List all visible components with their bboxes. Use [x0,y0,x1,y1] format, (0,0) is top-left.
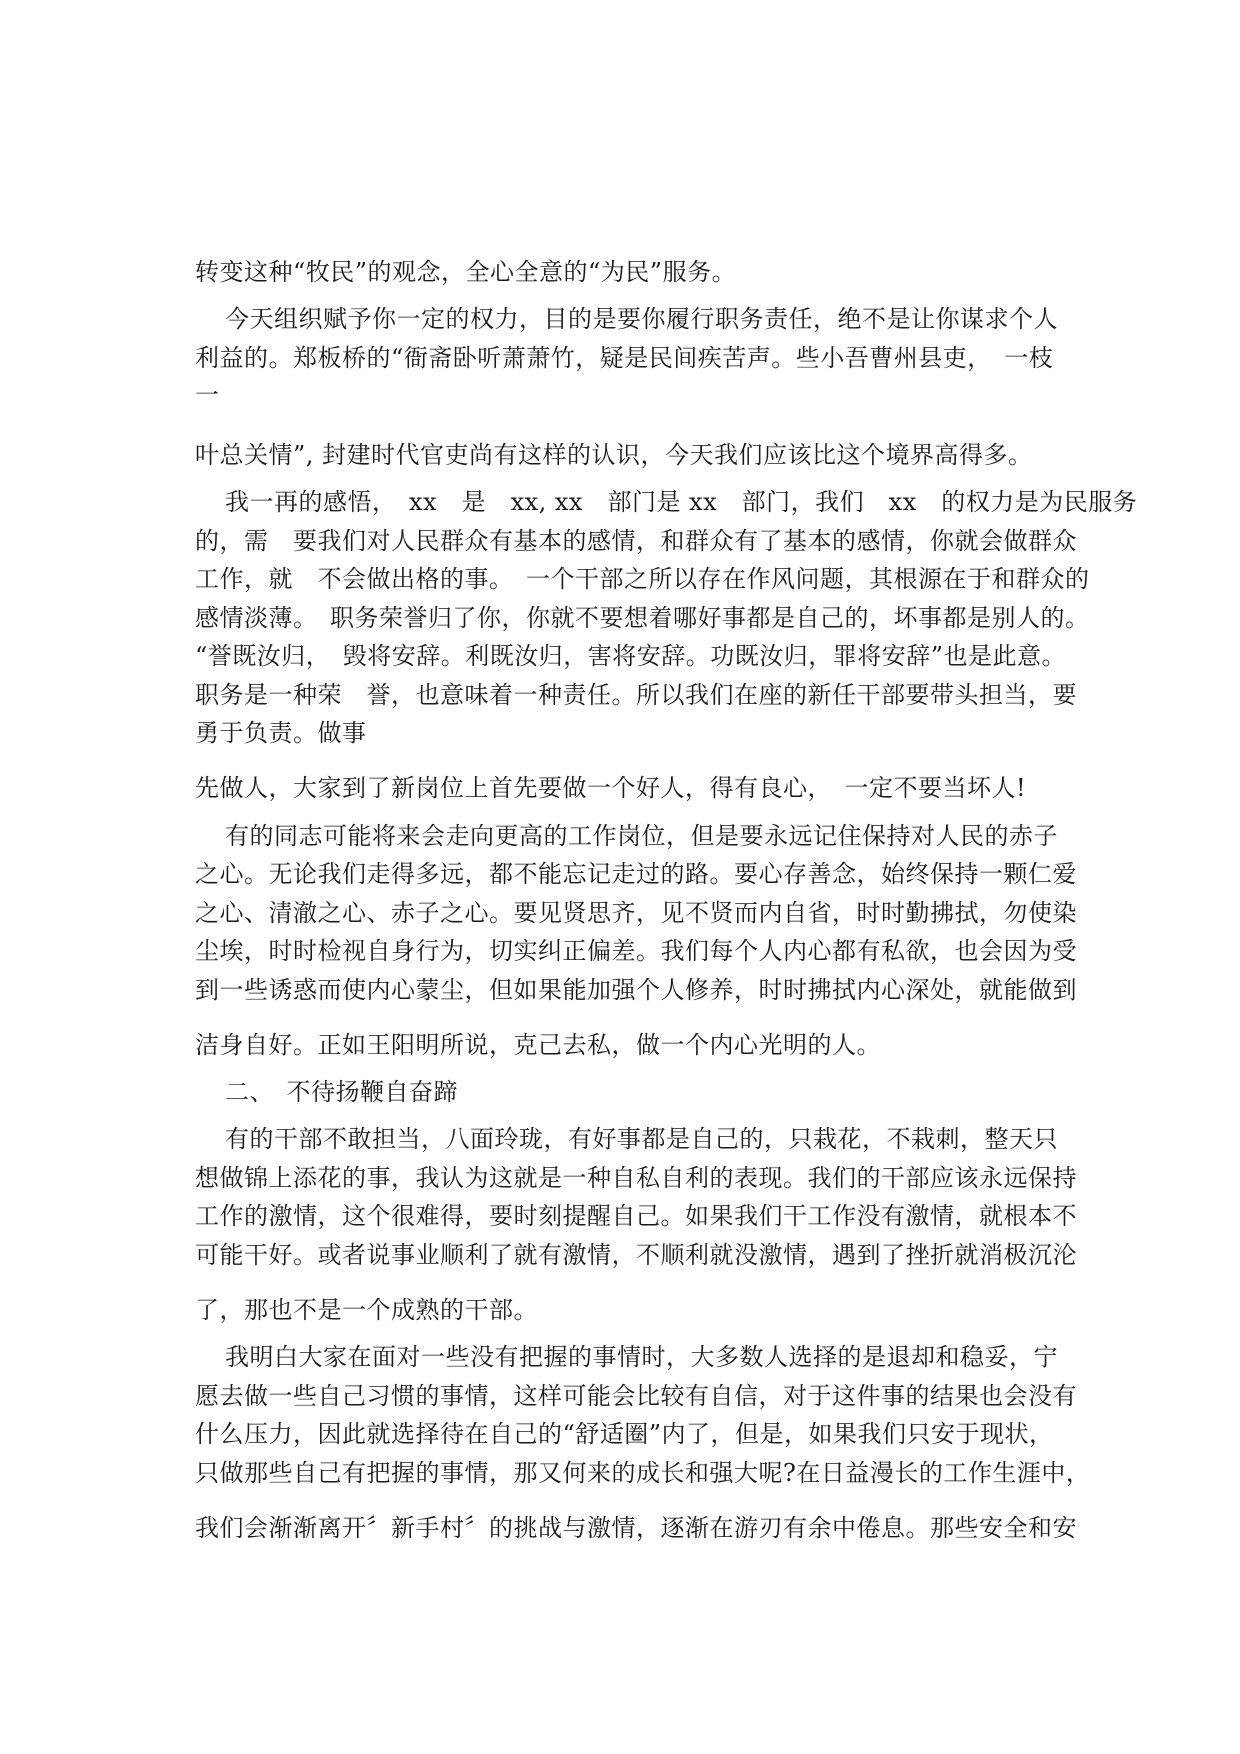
text-line: 之心。无论我们走得多远，都不能忘记走过的路。要心存善念，始终保持一颗仁爱 [195,860,1077,888]
text-line: 可能干好。或者说事业顺利了就有激情，不顺利就没激情，遇到了挫折就消极沉沦 [195,1241,1077,1269]
text-line: 叶总关情”, 封建时代官吏尚有这样的认识，今天我们应该比这个境界高得多。 [195,441,1033,469]
text-line: 转变这种“牧民”的观念，全心全意的“为民”服务。 [195,258,737,286]
text-line: 有的同志可能将来会走向更高的工作岗位，但是要永远记住保持对人民的赤子 [225,822,1058,850]
text-line: 的，需 要我们对人民群众有基本的感情，和群众有了基本的感情，你就会做群众 [195,527,1077,555]
section-heading: 二、 不待扬鞭自奋蹄 [225,1078,458,1106]
text-line: 工作的激情，这个很难得，要时刻提醒自己。如果我们干工作没有激情，就根本不 [195,1202,1077,1230]
text-line: 我们会渐渐离开〞新手村〞的挑战与激情，逐渐在游刃有余中倦息。那些安全和安 [195,1514,1077,1542]
text-line: 感情淡薄。 职务荣誉归了你，你就不要想着哪好事都是自己的，坏事都是别人的。 [195,604,1090,632]
text-line: 到一些诱惑而使内心蒙尘，但如果能加强个人修养，时时拂拭内心深处，就能做到 [195,976,1077,1004]
text-line: 洁身自好。正如王阳明所说，克己去私，做一个内心光明的人。 [195,1031,881,1059]
text-line: 今天组织赋予你一定的权力，目的是要你履行职务责任，绝不是让你谋求个人 [225,305,1058,333]
text-line: 愿去做一些自己习惯的事情，这样可能会比较有自信，对于这件事的结果也会没有 [195,1382,1077,1410]
text-line: “誉既汝归， 毁将安辞。利既汝归，害将安辞。功既汝归，罪将安辞”也是此意。 [195,642,1067,670]
text-line: 我明白大家在面对一些没有把握的事情时，大多数人选择的是退却和稳妥，宁 [225,1343,1058,1371]
text-line: 只做那些自己有把握的事情，那又何来的成长和强大呢?在日益漫长的工作生涯中， [195,1459,1091,1487]
text-line: 我一再的感悟， xx 是 xx, xx 部门是 xx 部门，我们 xx 的权力是为民服务 [225,488,1138,516]
text-line: 勇于负责。做事 [195,719,367,747]
text-line: 利益的。郑板桥的“衙斋卧听萧萧竹，疑是民间疾苦声。些小吾曹州县吏， 一枝 [195,344,1054,372]
text-line: 想做锦上添花的事，我认为这就是一种自私自利的表现。我们的干部应该永远保持 [195,1164,1077,1192]
text-line: 一 [195,381,220,409]
text-line: 了，那也不是一个成熟的干部。 [195,1296,538,1324]
text-line: 尘埃，时时检视自身行为，切实纠正偏差。我们每个人内心都有私欲，也会因为受 [195,937,1077,965]
text-line: 先做人，大家到了新岗位上首先要做一个好人，得有良心， 一定不要当坏人! [195,774,1027,802]
text-line: 有的干部不敢担当，八面玲珑，有好事都是自己的，只栽花，不栽刺，整天只 [225,1125,1058,1153]
text-line: 什么压力，因此就选择待在自己的“舒适圈”内了，但是，如果我们只安于现状， [195,1420,1054,1448]
text-line: 职务是一种荣 誉，也意味着一种责任。所以我们在座的新任干部要带头担当，要 [195,681,1077,709]
text-line: 工作，就 不会做出格的事。 一个干部之所以存在作风问题，其根源在于和群众的 [195,565,1090,593]
text-line: 之心、清澈之心、赤子之心。要见贤思齐，见不贤而内自省，时时勤拂拭，勿使染 [195,899,1077,927]
